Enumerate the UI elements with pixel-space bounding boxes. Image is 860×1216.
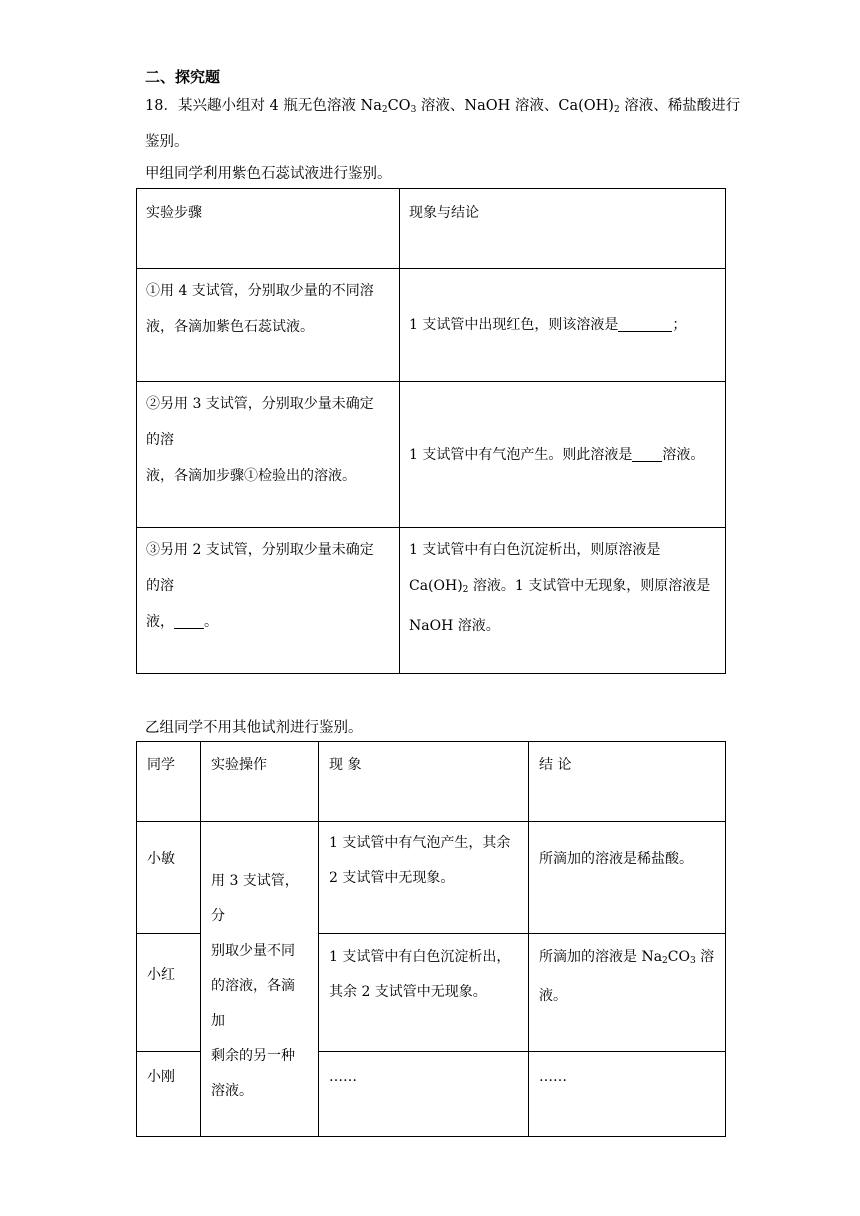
group-a-intro: 甲组同学利用紫色石蕊试液进行鉴别。 bbox=[145, 166, 392, 182]
phenomenon-cell: 1 支试管中有白色沉淀析出， 其余 2 支试管中无现象。 bbox=[319, 934, 529, 1052]
answer-blank[interactable] bbox=[632, 447, 662, 462]
operation-cell: 用 3 支试管，分 别取少量不同 的溶液，各滴加 剩余的另一种 溶液。 bbox=[201, 822, 319, 1137]
result-cell: 1 支试管中出现红色，则该溶液是 ； bbox=[400, 269, 726, 382]
step-cell: ①用 4 支试管，分别取少量的不同溶 液，各滴加紫色石蕊试液。 bbox=[137, 269, 400, 382]
student-cell: 小红 bbox=[137, 934, 201, 1052]
question-text-line2: 鉴别。 bbox=[145, 134, 189, 150]
step-cell: ②另用 3 支试管，分别取少量未确定 的溶 液，各滴加步骤①检验出的溶液。 bbox=[137, 382, 400, 528]
group-b-table bbox=[136, 741, 726, 1137]
header-phenomenon: 现 象 bbox=[319, 742, 529, 822]
student-cell: 小敏 bbox=[137, 822, 201, 934]
answer-blank[interactable] bbox=[618, 317, 672, 332]
header-steps: 实验步骤 bbox=[137, 189, 400, 269]
section-title: 二、探究题 bbox=[145, 68, 221, 86]
conclusion-cell: …… bbox=[529, 1052, 726, 1137]
phenomenon-cell: …… bbox=[319, 1052, 529, 1137]
step-cell: ③另用 2 支试管，分别取少量未确定 的溶 液， 。 bbox=[137, 528, 400, 674]
conclusion-cell: 所滴加的溶液是稀盐酸。 bbox=[529, 822, 726, 934]
result-cell: 1 支试管中有白色沉淀析出，则原溶液是 $Ca(OH)_2$ 溶液。1 支试管中无现象，则原溶液是 NaOH 溶液。 bbox=[400, 528, 726, 674]
group-b-intro: 乙组同学不用其他试剂进行鉴别。 bbox=[145, 720, 363, 736]
header-operation: 实验操作 bbox=[201, 742, 319, 822]
conclusion-cell: 所滴加的溶液是 $Na_2CO_3$ 溶 液。 bbox=[529, 934, 726, 1052]
phenomenon-cell: 1 支试管中有气泡产生，其余 2 支试管中无现象。 bbox=[319, 822, 529, 934]
answer-blank[interactable] bbox=[174, 614, 204, 629]
header-conclusion: 结 论 bbox=[529, 742, 726, 822]
header-results: 现象与结论 bbox=[400, 189, 726, 269]
result-cell: 1 支试管中有气泡产生。则此溶液是 溶液。 bbox=[400, 382, 726, 528]
header-student: 同学 bbox=[137, 742, 201, 822]
student-cell: 小刚 bbox=[137, 1052, 201, 1137]
question-text: 18．某兴趣小组对 4 瓶无色溶液 $Na_2CO_3$ 溶液、NaOH 溶液、$Ca(OH)_2$ 溶液、稀盐酸进行 bbox=[145, 98, 741, 115]
group-a-table bbox=[136, 188, 726, 674]
